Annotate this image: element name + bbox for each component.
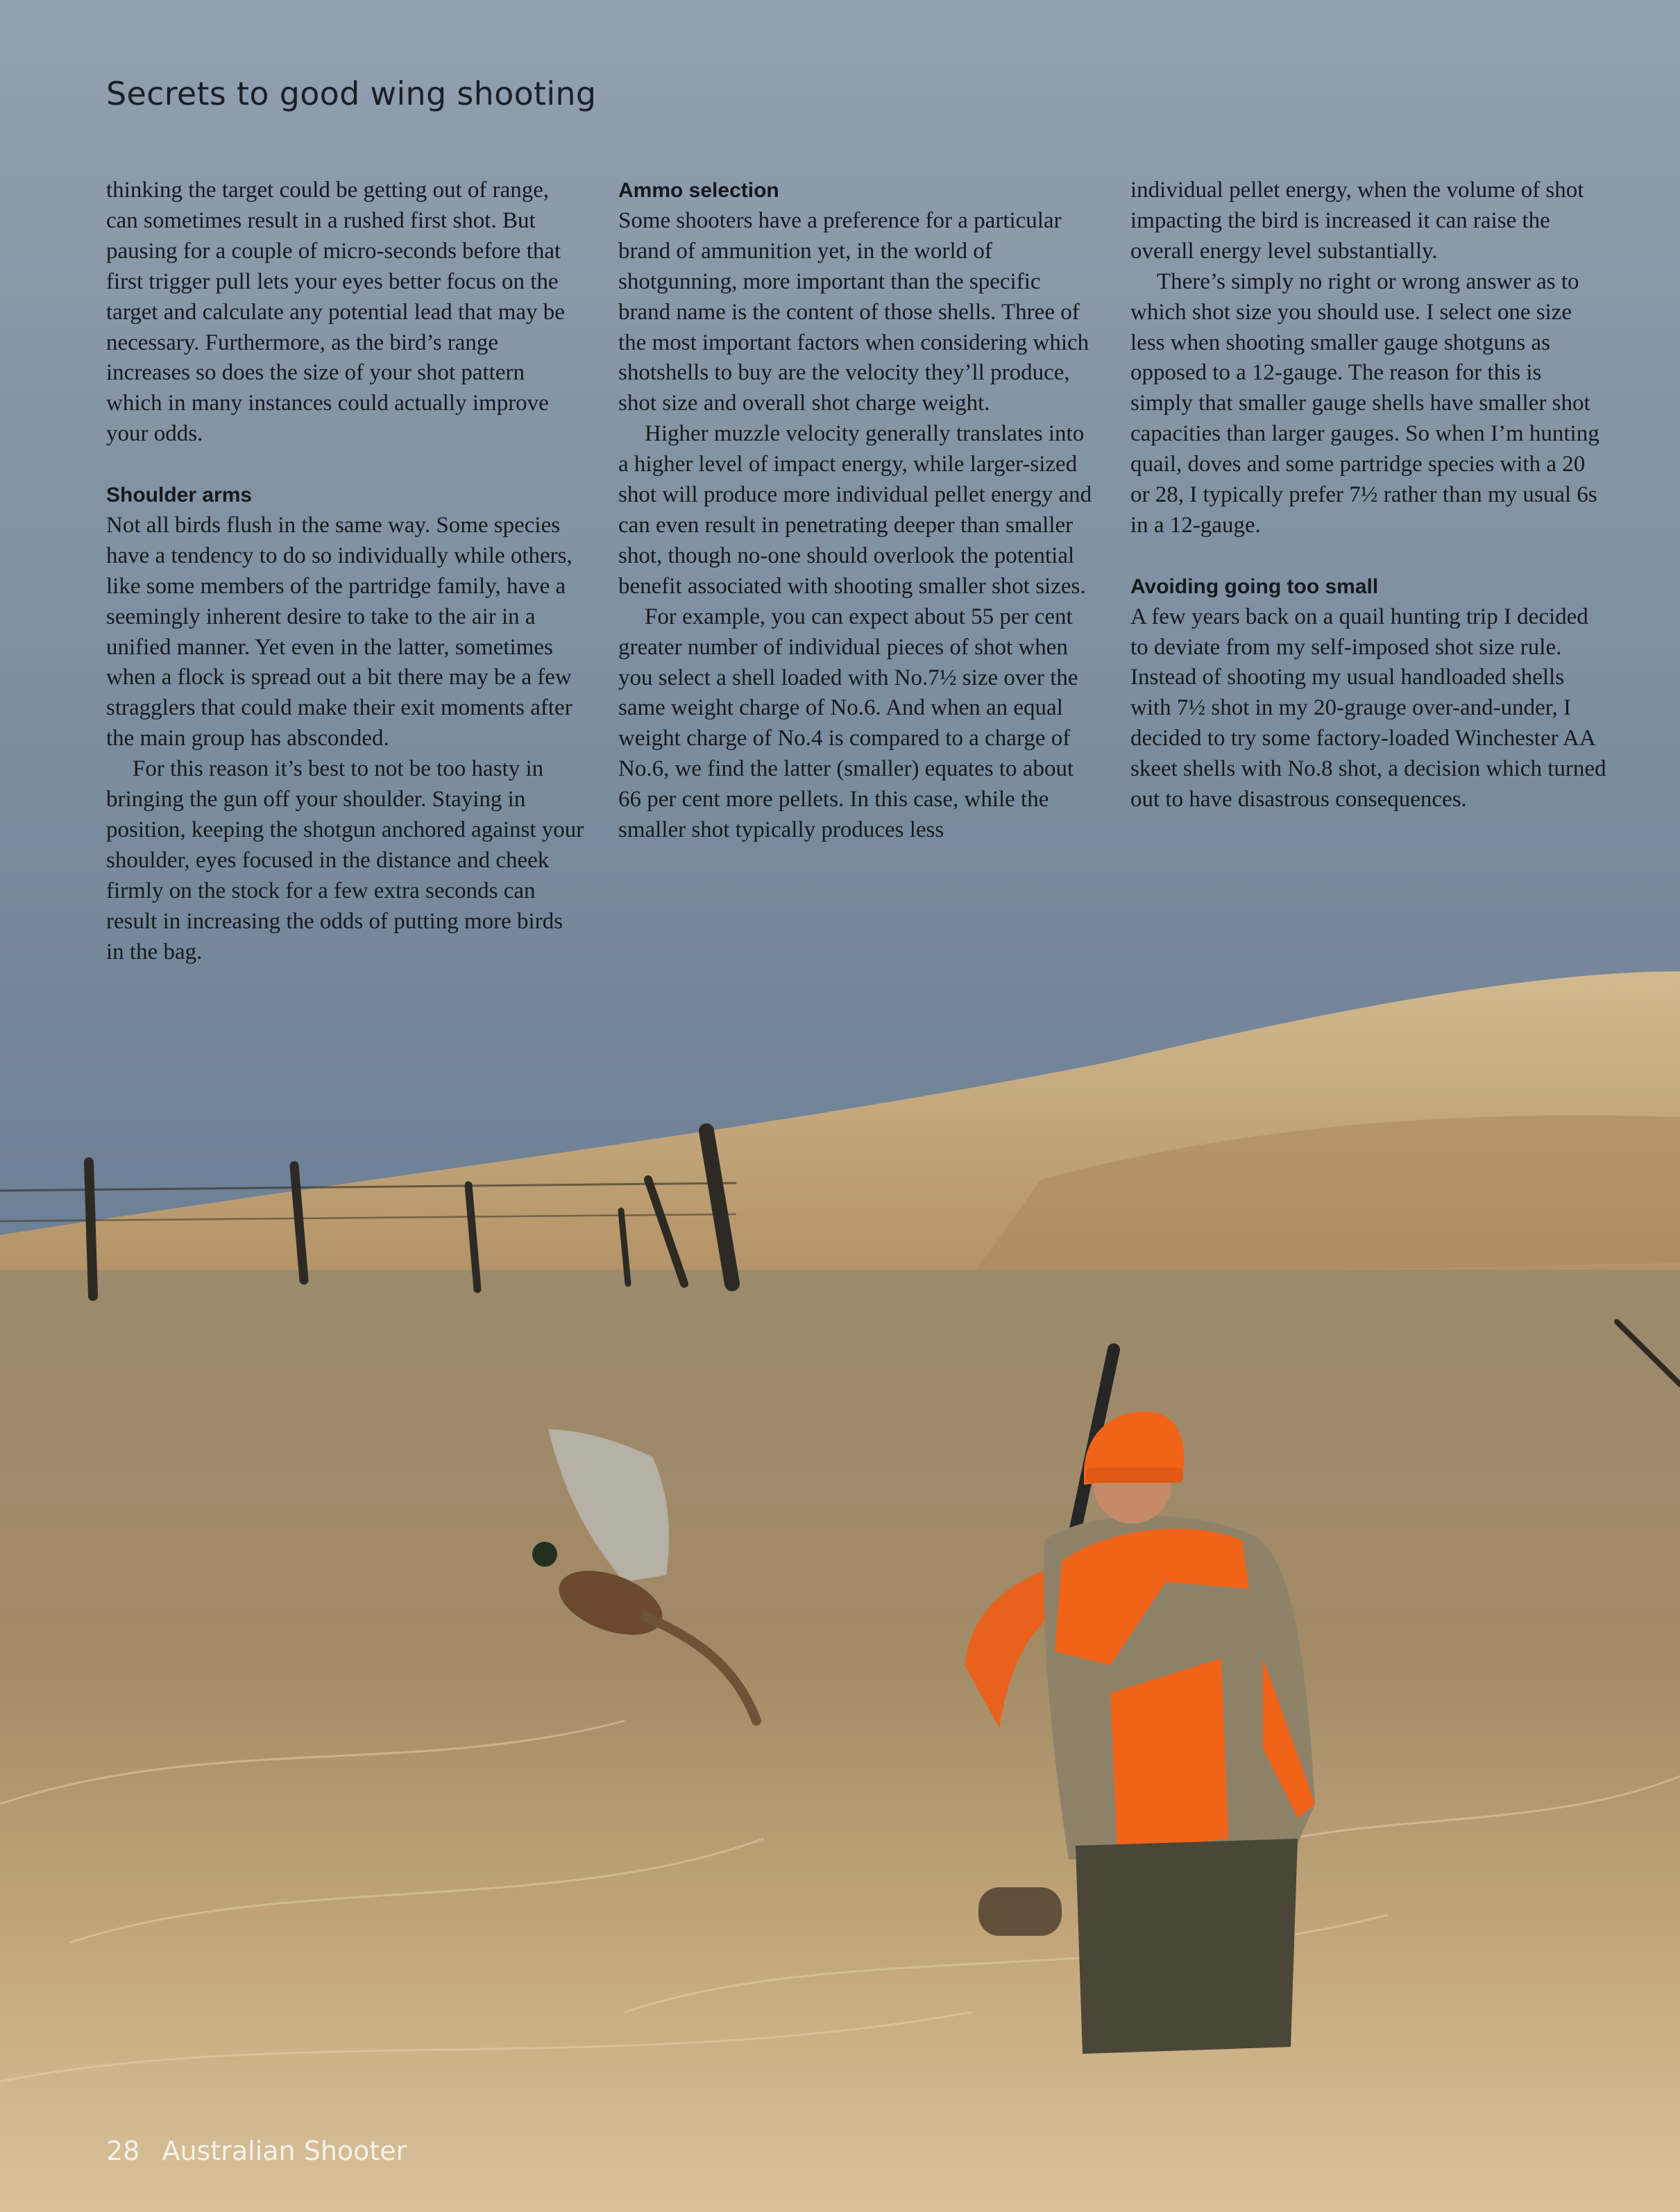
section-heading-ammo-selection: Ammo selection — [618, 179, 779, 202]
dog — [978, 1887, 1062, 1936]
paragraph: For example, you can expect about 55 per cent greater number of individual pieces of shot when you select a shell loaded with No.7½ size over the same weight charge of No.6. And when an equal weight charge of No.4 is compared to a charge of No.6, we find the latter (smaller) equates to about 66 per cent more pellets. In this case, while the smaller shot typically produces less — [618, 604, 1078, 843]
grass-field — [0, 1270, 1680, 2212]
paragraph: thinking the target could be getting out of range, can sometimes result in a rushed first shot. But pausing for a couple of micro-seconds before that first trigger pull lets your eyes better focus on the target and calculate any potential lead that may be necessary. Furthermore, as the bird’s range increases so does the size of your shot pattern which in many instances could actually improve your odds. — [106, 178, 565, 447]
article-column-2 — [618, 176, 1097, 846]
page-title: Secrets to good wing shooting — [106, 75, 597, 112]
section-heading-avoiding-going-too-small: Avoiding going too small — [1130, 575, 1379, 598]
page-footer — [106, 2136, 407, 2166]
paragraph: individual pellet energy, when the volume of shot impacting the bird is increased it can raise the overall energy level substantially. — [1130, 178, 1584, 264]
paragraph: For this reason it’s best to not be too hasty in bringing the gun off your shoulder. Staying in position, keeping the shotgun anchored against your shoulder, eyes focused in the distance and cheek firmly on the stock for a few extra seconds can result in increasing the odds of putting more birds in the bag. — [106, 756, 584, 964]
page-number: 28 — [106, 2136, 140, 2166]
article-column-1 — [106, 176, 585, 968]
section-heading-shoulder-arms: Shoulder arms — [106, 484, 253, 507]
paragraph: There’s simply no right or wrong answer as to which shot size you should use. I select one size less when shooting smaller gauge shotguns as opposed to a 12-gauge. The reason for this is simply that smaller gauge shells have smaller shot capacities than larger gauges. So when I’m hunting quail, doves and some partridge species with a 20 or 28, I typically prefer 7½ rather than my usual 6s in a 12-gauge. — [1130, 269, 1600, 538]
article-column-3 — [1130, 176, 1609, 815]
paragraph: A few years back on a quail hunting trip I decided to deviate from my self-imposed shot size rule. Instead of shooting my usual handloaded shells with 7½ shot in my 20-grauge over-and-under, I decided to try some factory-loaded Winchester AA skeet shells with No.8 shot, a decision which turned out to have disastrous consequences. — [1130, 604, 1606, 813]
publication-name: Australian Shooter — [162, 2136, 407, 2166]
paragraph: Some shooters have a preference for a particular brand of ammunition yet, in the world of shotgunning, more important than the specific brand name is the content of those shells. Three of the most important factors when considering which shotshells to buy are the velocity they’ll produce, shot size and overall shot charge weight. — [618, 207, 1089, 416]
paragraph: Not all birds flush in the same way. Some species have a tendency to do so individually while others, like some members of the partridge family, have a seemingly inherent desire to take to the air in a unified manner. Yet even in the latter, sometimes when a flock is spread out a bit there may be a few stragglers that could make their exit moments after the main group has absconded. — [106, 512, 572, 751]
paragraph: Higher muzzle velocity generally translates into a higher level of impact energy, while larger-sized shot will produce more individual pellet energy and can even result in penetrating deeper than smaller shot, though no-one should overlook the potential benefit associated with shooting smaller shot sizes. — [618, 421, 1092, 599]
